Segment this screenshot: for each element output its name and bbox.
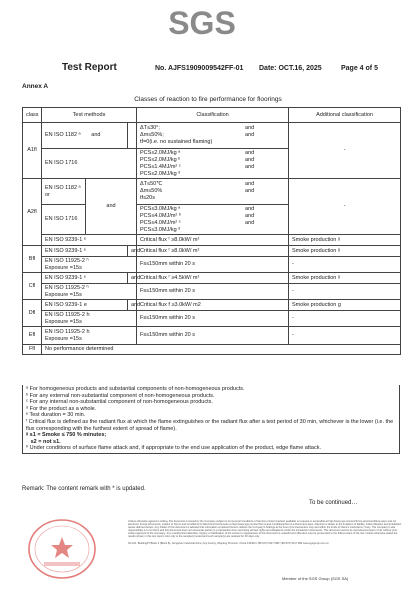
footnote: ᵇ For any external non-substantial component of non-homogeneous products.: [26, 392, 215, 399]
col-header-classification: Classification: [137, 108, 289, 123]
and-cell: and: [86, 179, 137, 235]
classification-cell: Fs≤150mm within 20 s: [137, 284, 289, 300]
table-footnotes: [22, 385, 400, 454]
table-row: [23, 284, 401, 300]
table-header-row: [23, 108, 401, 123]
continued-text: To be continued…: [309, 500, 358, 506]
table-row: [23, 235, 401, 246]
additional-cell: -: [289, 311, 401, 327]
classification-cell: Critical flux ᶠ ≥4.5kW/ m²: [137, 273, 289, 284]
table-row: [23, 273, 401, 284]
footnote: ᵍ s1 = Smoke ≤ 750 % minutes;: [26, 432, 107, 439]
logo-text: SGS: [168, 6, 236, 40]
method-cell: EN ISO 9239-1 e: [42, 300, 128, 311]
classification-cell: ΔT≤30°; and Δm≤50%; and tf=0(i.e. no sustained flaming): [137, 123, 289, 149]
method-cell: EN ISO 11925-2 h Exposure =15s: [42, 311, 137, 327]
footnote: ᵉ Test duration = 30 min.: [26, 412, 86, 419]
member-line: Member of the SGS Group (SGS SA): [282, 576, 349, 581]
and-cell: and: [128, 273, 137, 284]
method-cell: EN ISO 1716: [42, 149, 137, 179]
additional-cell: -: [289, 327, 401, 345]
additional-cell: -: [289, 257, 401, 273]
table-row: [23, 123, 401, 149]
classification-table: [22, 107, 401, 355]
additional-cell: -: [289, 179, 401, 235]
report-title: Test Report: [62, 62, 117, 73]
method-cell: EN ISO 11925-2 ʰ Exposure =15s: [42, 284, 137, 300]
col-header-additional: Additional classification: [289, 108, 401, 123]
class-cell: Ffl: [23, 345, 42, 355]
col-header-class: class: [23, 108, 42, 123]
additional-cell: Smoke production ᵍ: [289, 246, 401, 257]
report-date: Date: OCT.16, 2025: [259, 65, 322, 72]
class-cell: Bfl: [23, 246, 42, 273]
footnote: ᵃ For homogeneous products and substantial components of non-homogeneous products.: [26, 386, 245, 392]
class-cell: A2fl: [23, 179, 42, 246]
method-cell: EN ISO 11925-2 ʰ Exposure =15s: [42, 257, 137, 273]
class-cell: A1fl: [23, 123, 42, 179]
table-row: [23, 300, 401, 311]
classification-cell: Fs≤150mm within 20 s: [137, 257, 289, 273]
classification-cell: Fs≤150mm within 20 s: [137, 311, 289, 327]
table-row: [23, 257, 401, 273]
classification-cell: Fs≤150mm within 20 s: [137, 327, 289, 345]
classification-cell: Critical flux ᶠ ≥8.0kW/ m²: [137, 235, 289, 246]
additional-cell: -: [289, 284, 401, 300]
footnote: ᶠ Critical flux is defined as the radiant flux at which the flame extinguishes or the radiant flux after a test period of 30 min, whichever is the lower (i.e. the flux corresponding with the furthest extent of spread of flame).: [26, 418, 394, 432]
additional-cell: Smoke production ᵍ: [289, 235, 401, 246]
additional-cell: -: [289, 123, 401, 179]
footnote: ʰ Under conditions of surface flame attack and, if appropriate to the end use application of the product, edge flame attack.: [26, 445, 322, 452]
and-cell: and: [128, 246, 137, 257]
address-line: No.101, Building#7,Block 2 (Block B), Songshan Industrial Zone, Anji County, Zhejiang Province, China 313300 t (86-572) 5117 088 f (86-572) 5117 086 www.sgsgroup.com.cn: [128, 541, 329, 545]
classification-cell: Critical flux ᶠ ≥8.0kW/ m²: [137, 246, 289, 257]
method-cell: No performance determined: [42, 345, 401, 355]
table-row: [23, 345, 401, 355]
method-cell: EN ISO 1182 ᵃ or: [42, 179, 86, 205]
remark-text: Remark: The content remark with * is updated.: [22, 486, 146, 492]
table-row: [23, 179, 401, 205]
classification-cell: ΔT≤50℃ and Δm≤50% and tf≤20s: [137, 179, 289, 205]
method-cell: EN ISO 1716: [42, 205, 86, 235]
method-cell: EN ISO 9239-1 ᵉ: [42, 273, 128, 284]
report-number: No. AJFS1909009542FF-01: [155, 65, 244, 72]
table-row: [23, 246, 401, 257]
footnote: ᵈ For the product as a whole.: [26, 405, 97, 412]
legal-disclaimer: Unless otherwise agreed in writing, this document is issued by the Company subject to its General Conditions of Service printed overleaf, available on request or accessible at http://www.sgs.com/en/Terms-and-Conditions.aspx and, for electronic format documents, subject to Terms and Conditions for Electronic Documents at http://www.sgs.com/en/Terms-and-Conditions/Terms-e-Document.aspx. Attention is drawn to the limitation of liability, indemnification and jurisdiction issues defined therein. Any holder of this document is advised that information contained hereon reflects the Company's findings at the time of its intervention only and within the limits of Client's instructions, if any. The Company's sole responsibility is to its Client and this document does not exonerate parties to a transaction from exercising all their rights and obligations under the transaction documents. This document cannot be reproduced except in full, without prior written approval of the Company. Any unauthorized alteration, forgery or falsification of the content or appearance of this document is unlawful and offenders may be prosecuted to the fullest extent of the law. Unless otherwise stated the results shown in this test report refer only to the sample(s) tested and such sample(s) are retained for 30 days only. No.101, Building#7,Block 2 (Block B), Songshan Industrial Zone, Anji County, Zhejiang Province, China 313300 t (86-572) 5117 088 f (86-572) 5117 086 www.sgsgroup.com.cn: [128, 520, 402, 545]
sgs-logo: [163, 6, 241, 40]
company-seal-stamp: [26, 517, 98, 581]
annex-title: Annex A: [22, 83, 49, 90]
page-number: Page 4 of 5: [341, 65, 378, 72]
classification-cell: Critical flux f ≥3.0kW/ m2: [137, 300, 289, 311]
method-cell: EN ISO 11925-2 h Exposure =15s: [42, 327, 137, 345]
classification-cell: PCS≤3.0MJ/kg ᵃ and PCS≤4.0MJ/m² ᵇ and PCS≤4.0MJ/m² ᶜ and PCS≤3.0MJ/kg ᵈ: [137, 205, 289, 235]
class-cell: Cfl: [23, 273, 42, 300]
method-cell: EN ISO 9239-1 ᵉ: [42, 246, 128, 257]
class-cell: Efl: [23, 327, 42, 345]
additional-cell: Smoke production g: [289, 300, 401, 311]
table-caption: Classes of reaction to fire performance for floorings: [134, 96, 282, 103]
classification-cell: PCS≤2.0MJ/kg ᵃ and PCS≤2.0MJ/kg ᵇ and PCS≤1.4MJ/m² ᶜ and PCS≤2.0MJ/kg ᵈ: [137, 149, 289, 179]
method-cell: EN ISO 9239-1 ᵉ: [42, 235, 137, 246]
table-row: [23, 311, 401, 327]
method-cell: EN ISO 1182 ᵃ and: [42, 123, 128, 149]
table-row: [23, 327, 401, 345]
col-header-methods: Test methods: [42, 108, 137, 123]
footnote: s2 = not s1.: [26, 438, 61, 445]
class-cell: Dfl: [23, 300, 42, 327]
and-cell: and: [128, 300, 137, 311]
additional-cell: Smoke production ᵍ: [289, 273, 401, 284]
footnote: ᶜ For any internal non-substantial component of non-homogeneous products.: [26, 399, 213, 406]
